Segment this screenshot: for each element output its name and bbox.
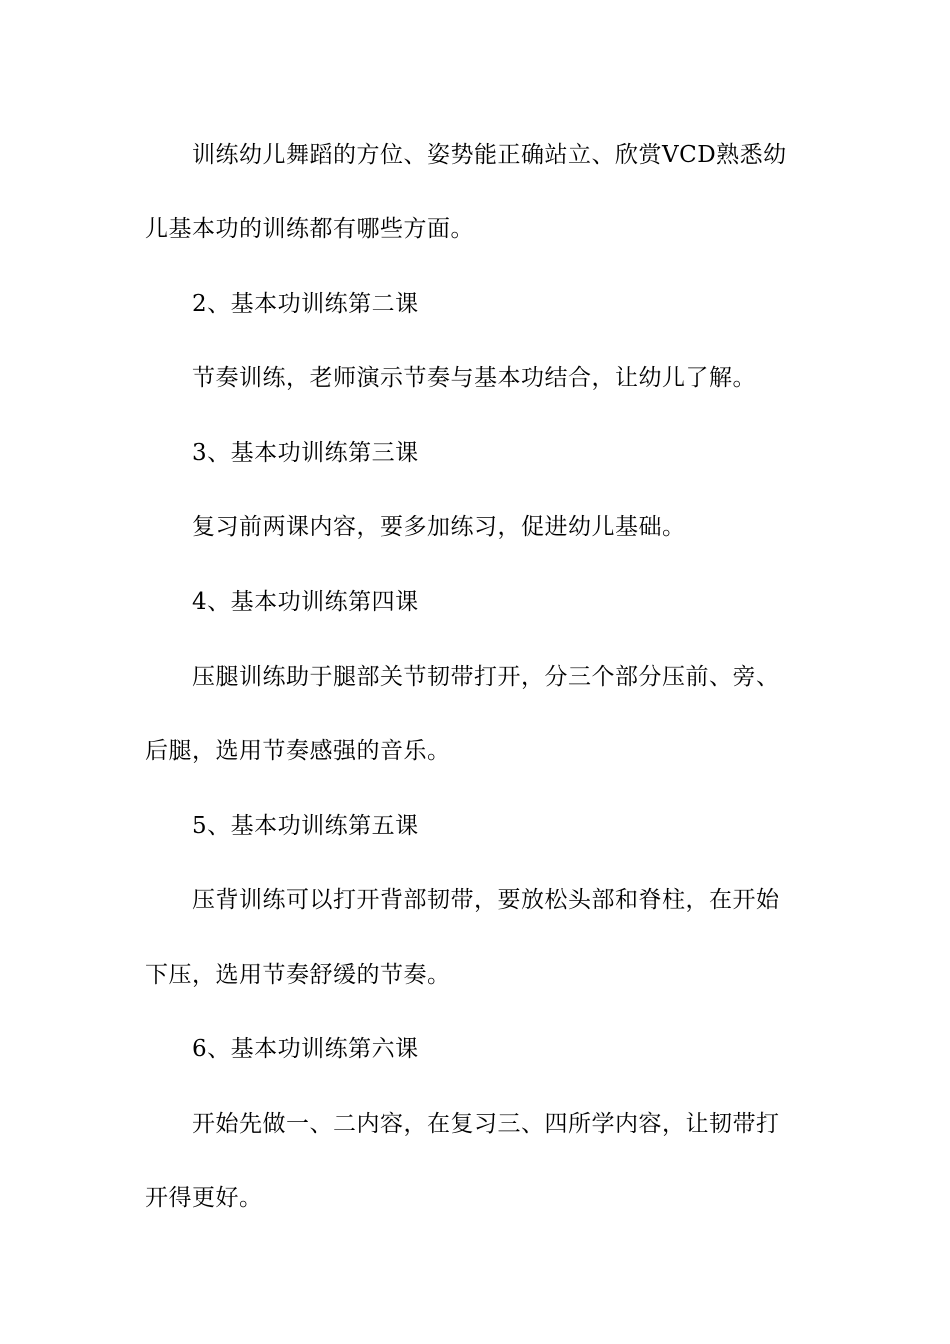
paragraph-line: 压腿训练助于腿部关节韧带打开，分三个部分压前、旁、 — [192, 664, 780, 690]
paragraph-line: 开得更好。 — [145, 1185, 263, 1211]
section-heading: 6、基本功训练第六课 — [192, 1036, 419, 1062]
paragraph-line: 儿基本功的训练都有哪些方面。 — [145, 216, 474, 242]
paragraph-line: 训练幼儿舞蹈的方位、姿势能正确站立、欣赏VCD熟悉幼 — [192, 142, 787, 168]
section-heading: 5、基本功训练第五课 — [192, 813, 419, 839]
paragraph-line: 下压，选用节奏舒缓的节奏。 — [145, 962, 451, 988]
paragraph-line: 开始先做一、二内容，在复习三、四所学内容，让韧带打 — [192, 1111, 780, 1137]
section-heading: 4、基本功训练第四课 — [192, 589, 419, 615]
section-heading: 2、基本功训练第二课 — [192, 291, 419, 317]
paragraph-line: 后腿，选用节奏感强的音乐。 — [145, 738, 451, 764]
section-heading: 3、基本功训练第三课 — [192, 440, 419, 466]
paragraph-line: 复习前两课内容，要多加练习，促进幼儿基础。 — [192, 514, 686, 540]
paragraph-line: 节奏训练，老师演示节奏与基本功结合，让幼儿了解。 — [192, 365, 756, 391]
paragraph-line: 压背训练可以打开背部韧带，要放松头部和脊柱，在开始 — [192, 887, 780, 913]
